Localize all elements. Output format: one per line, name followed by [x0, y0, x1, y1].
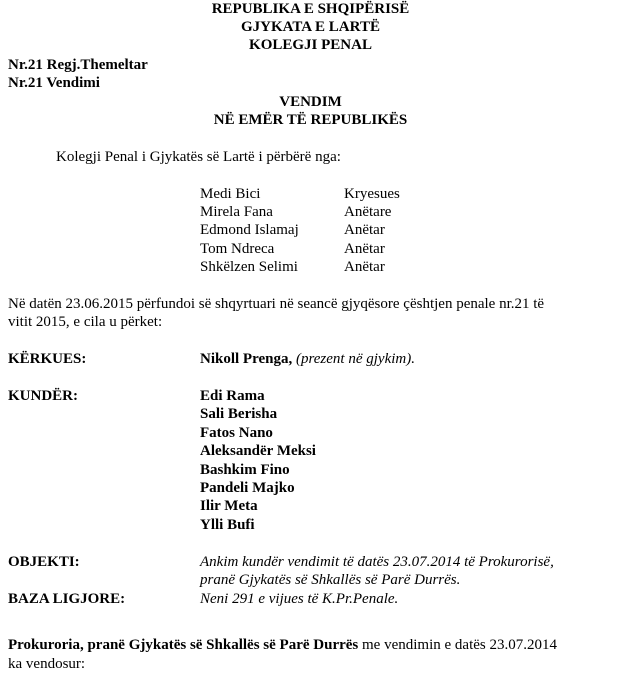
judge-role: Kryesues	[344, 186, 400, 202]
defendant-name: Edi Rama	[200, 388, 265, 404]
closing-rest: me vendimin e datës 23.07.2014	[358, 637, 557, 653]
judge-name: Mirela Fana	[200, 204, 273, 220]
header-republic: REPUBLIKA E SHQIPËRISË	[211, 1, 410, 17]
defendant-name: Ylli Bufi	[200, 517, 255, 533]
plaintiff-label: KËRKUES:	[8, 351, 87, 367]
closing-prosecution: Prokuroria, pranë Gjykatës së Shkallës së Parë Durrës	[8, 637, 359, 653]
plaintiff-name: Nikoll Prenga,	[200, 351, 293, 367]
intro-text: Kolegji Penal i Gjykatës së Lartë i përbërë nga:	[56, 149, 341, 165]
header-college: KOLEGJI PENAL	[249, 37, 372, 53]
session-text-line2: vitit 2015, e cila u përket:	[8, 314, 163, 330]
judge-role: Anëtare	[344, 204, 392, 220]
judge-name: Shkëlzen Selimi	[200, 259, 298, 275]
registry-number: Nr.21 Regj.Themeltar	[8, 57, 148, 73]
judge-role: Anëtar	[344, 222, 385, 238]
decision-title: VENDIM	[279, 94, 342, 110]
defendant-name: Sali Berisha	[200, 406, 278, 422]
plaintiff-note: (prezent në gjykim).	[295, 351, 415, 367]
judge-name: Tom Ndreca	[200, 241, 275, 257]
decision-number: Nr.21 Vendimi	[8, 75, 100, 91]
defendant-name: Aleksandër Meksi	[200, 443, 316, 459]
header-court: GJYKATA E LARTË	[241, 19, 380, 35]
decision-subtitle: NË EMËR TË REPUBLIKËS	[213, 112, 408, 128]
closing-text-line1	[8, 636, 557, 654]
judge-role: Anëtar	[344, 241, 385, 257]
object-text-line2: pranë Gjykatës së Shkallës së Parë Durrës.	[200, 572, 461, 588]
object-text-line1: Ankim kundër vendimit të datës 23.07.2014 të Prokurorisë,	[200, 554, 554, 570]
against-label: KUNDËR:	[8, 388, 78, 404]
legal-basis-text: Neni 291 e vijues të K.Pr.Penale.	[200, 591, 399, 607]
defendant-name: Bashkim Fino	[200, 462, 290, 478]
judge-role: Anëtar	[344, 259, 385, 275]
plaintiff-entry	[200, 350, 415, 368]
legal-basis-label: BAZA LIGJORE:	[8, 591, 126, 607]
object-label: OBJEKTI:	[8, 554, 80, 570]
judge-name: Edmond Islamaj	[200, 222, 299, 238]
session-text-line1: Në datën 23.06.2015 përfundoi së shqyrtuari në seancë gjyqësore çështjen penale nr.21 të	[8, 296, 545, 312]
defendant-name: Ilir Meta	[200, 498, 258, 514]
closing-text-line2: ka vendosur:	[8, 656, 86, 672]
judge-name: Medi Bici	[200, 186, 261, 202]
defendant-name: Fatos Nano	[200, 425, 273, 441]
defendant-name: Pandeli Majko	[200, 480, 295, 496]
